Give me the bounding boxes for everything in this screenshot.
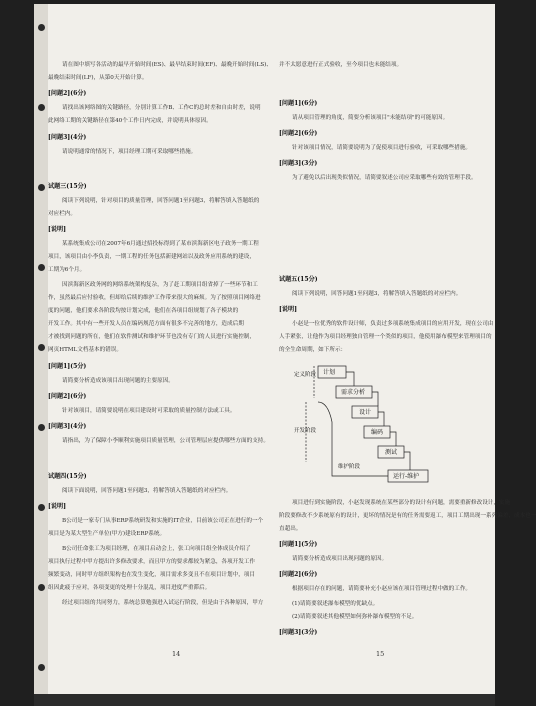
box-requirements-label: 需求分析: [341, 389, 366, 396]
right-text-line: 项目进行到实施阶段，小赵发现系统在某些部分的设计有问题，需要重新修改设计，实施: [292, 500, 511, 506]
right-text-line: 根据项目存在的问题，请简要补充小赵应该在项目管理过程中做的工作。: [292, 586, 472, 592]
left-text-line: 才被找到问题的所在，他们在软件测试和维护环节也没有专门的人员进行实施控制，: [48, 334, 255, 340]
right-text-line: 阶段要修改不少系统原有的设计，更坏的情况是有的任务需要返工，项目工期出现一系列偏差，成本也一: [279, 513, 536, 519]
right-text-line: [问题1](6分): [279, 100, 318, 107]
left-text-line: 某系统集成公司在2007年6月通过招投标得到了某市滨海新区电子政务一期工程: [62, 241, 259, 247]
binding-hole: [38, 184, 45, 191]
right-text-line: 试题五(15分): [279, 276, 318, 283]
left-text-line: 度的问题，他们要求各阶段均按计划完成，他们在各项目组规划了各子模块的: [48, 308, 239, 314]
left-text-line: 针对该项目，请简要说明在项目建设时可采取的质量控制方法或工具。: [62, 408, 236, 414]
right-text-line: 的全生命周期，如下所示：: [279, 347, 347, 353]
right-text-line: (2)请简要叙述其他模型如何弥补瀑布模型的不足。: [292, 614, 418, 620]
left-text-line: [问题2](6分): [48, 90, 87, 97]
left-text-line: 此网络工期的关键路径在第40个工作日内完成，并说明具体原因。: [48, 118, 212, 124]
left-text-line: 请找出该网络图的关键路径，分别计算工作B、工作C的总时差和自由时差，说明: [62, 105, 261, 111]
left-text-line: 开发工作。其中有一些开发人员在编码规范方面有很多不完善的地方，造成后期: [48, 321, 244, 327]
right-text-line: 为了避免以后出现类似情况，请简要叙述公司应采取哪些有效的管理手段。: [292, 175, 477, 181]
binding-hole: [38, 344, 45, 351]
binding-hole: [38, 24, 45, 31]
box-design-label: 设计: [359, 409, 372, 416]
left-text-line: 项目，该项目由小李负责，一期工程的任务包括新建网站以及政务应用系统的建设，: [48, 254, 255, 260]
left-text-line: [问题1](5分): [48, 363, 87, 370]
left-text-line: 请简要分析造成该项目出现问题的主要原因。: [62, 378, 174, 384]
right-text-line: [问题3](3分): [279, 160, 318, 167]
label-develop-phase: 开发阶段: [294, 428, 317, 434]
left-text-line: 项目执行过程中甲方提出许多修改要求，而且甲方的要求都较为紧急，各项开发工作: [48, 559, 255, 565]
binding-hole: [38, 504, 45, 511]
left-text-line: 项目是为某大型生产单位(甲方)建设ERP系统。: [48, 531, 166, 537]
right-text-line: (1)请简要叙述瀑布模型的优缺点。: [292, 601, 379, 607]
left-text-line: 阅读下面说明，回答问题1至问题3，将解答填入答题纸的对应栏内。: [62, 488, 232, 494]
right-text-line: 针对该项目情况，请简要说明为了促使项目进行验收，可采取哪些措施。: [292, 145, 472, 151]
box-maintenance-label: 运行-维护: [393, 473, 420, 480]
right-text-line: 请从项目管理的角度，简要分析该项目"未能结项"的可能原因。: [292, 115, 449, 121]
binding-hole: [38, 424, 45, 431]
left-text-line: 因滨海新区政务网的网络系统架构复杂，为了赶工期项目组省掉了一些环节和工: [62, 282, 258, 288]
box-plan-label: 计划: [323, 369, 336, 376]
right-text-line: 请简要分析造成项目出现问题的原因。: [292, 556, 388, 562]
left-text-line: 频繁变动，同时甲方组织架构也在发生变化，项目需求多变且不在项目计划中，项目: [48, 572, 255, 578]
right-page-number: 15: [376, 650, 385, 658]
right-text-line: [问题2](6分): [279, 130, 318, 137]
left-text-line: 请在图中填写各活动的最早开始时间(ES)、最早结束时间(EF)、最晚开始时间(LS)、: [62, 62, 272, 68]
right-text-line: [说明]: [279, 306, 297, 313]
label-maintain-phase: 维护阶段: [338, 464, 361, 470]
left-text-line: [问题3](4分): [48, 134, 87, 141]
left-text-line: 组因此疲于应对，各项变更的处理十分混乱，项目进度严重滞后。: [48, 585, 211, 591]
left-text-line: 经过项目组的共同努力，系统总算勉强进入试运行阶段，但是由于各种原因，甲方: [62, 600, 264, 606]
bottom-edge: [34, 694, 495, 706]
right-text-line: 小赵是一位优秀的软件设计师，负责过多项系统集成项目的应用开发，现在公司由: [292, 321, 494, 327]
left-text-line: [问题2](6分): [48, 393, 87, 400]
binding-hole: [38, 264, 45, 271]
label-define-phase: 定义阶段: [294, 372, 317, 378]
left-text-line: 阅读下列说明，针对项目的质量管理，回答问题1至问题3，将解答填入答题纸的: [62, 198, 260, 204]
binding-hole: [38, 664, 45, 671]
binding-hole: [38, 584, 45, 591]
left-text-line: 对应栏内。: [48, 211, 76, 217]
left-text-line: 作，虽然最后应付验收，但却给后续的维护工作带来很大的麻烦。为了按照项目网络进: [48, 295, 261, 301]
right-text-line: 并不太愿意进行正式验收，至今项目也未能结项。: [279, 62, 403, 68]
right-text-line: [问题3](3分): [279, 629, 318, 636]
left-text-line: 最晚结束时间(LF)，从第0天开始计算。: [48, 75, 148, 81]
left-text-line: B公司是一家专门从事ERP系统研发和实施的IT企业，目前该公司正在进行的一个: [62, 518, 264, 524]
left-text-line: 网页HTML文档基本的错误。: [48, 347, 122, 353]
left-text-line: 试题四(15分): [48, 473, 87, 480]
right-text-line: [问题2](6分): [279, 571, 318, 578]
left-text-line: B公司任命张工为项目经理，在项目启动会上，张工向项目组全体成员介绍了: [62, 546, 251, 552]
left-text-line: 工期为6个月。: [48, 267, 86, 273]
left-text-line: 试题三(15分): [48, 183, 87, 190]
left-text-line: 请指出，为了保障小李顺利实施项目质量管理，公司管理层应提供哪些方面的支持。: [62, 438, 269, 444]
binding-spine: [34, 4, 48, 704]
right-text-line: 阅读下列说明，回答问题1至问题3，将解答填入答题纸的对应栏内。: [292, 291, 462, 297]
left-page-number: 14: [172, 650, 181, 658]
right-text-line: [问题1](5分): [279, 541, 318, 548]
left-text-line: 请说明通常的情况下，项目经理工期可采取哪些措施。: [62, 149, 197, 155]
box-testing-label: 测试: [385, 449, 398, 456]
left-text-line: [问题3](4分): [48, 423, 87, 430]
binding-hole: [38, 104, 45, 111]
left-text-line: [说明]: [48, 226, 66, 233]
left-text-line: [说明]: [48, 503, 66, 510]
right-text-line: 人手紧张，让他作为项目经理独自管理一个类似的项目，他使用瀑布模型来管理项目的: [279, 334, 492, 340]
right-text-line: 直超出。: [279, 526, 302, 532]
waterfall-diagram: [292, 362, 452, 492]
box-coding-label: 编码: [371, 429, 384, 436]
